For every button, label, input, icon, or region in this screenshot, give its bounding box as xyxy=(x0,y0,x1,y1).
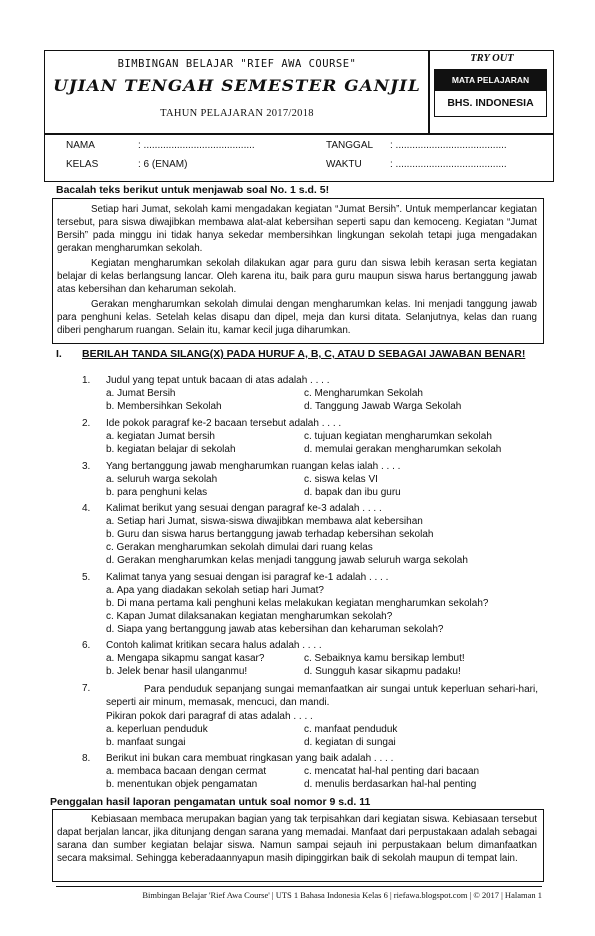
option-a[interactable]: a. Apa yang diadakan sekolah setiap hari Jumat? xyxy=(106,585,324,596)
option-a[interactable]: a. membaca bacaan dengan cermat xyxy=(106,766,267,777)
question-text: Yang bertanggung jawab mengharumkan ruangan kelas ialah . . . . xyxy=(106,461,401,472)
option-b[interactable]: b. Jelek benar hasil ulanganmu! xyxy=(106,666,248,677)
school-year: TAHUN PELAJARAN 2017/2018 xyxy=(160,108,314,119)
reading2-instruction: Penggalan hasil laporan pengamatan untuk soal nomor 9 s.d. 11 xyxy=(50,796,371,808)
option-a[interactable]: a. keperluan penduduk xyxy=(106,724,208,735)
header-title-area xyxy=(46,52,428,132)
question-text: Kalimat tanya yang sesuai dengan isi paragraf ke-1 adalah . . . . xyxy=(106,572,389,583)
option-b[interactable]: b. kegiatan belajar di sekolah xyxy=(106,444,236,455)
question-text: Kalimat berikut yang sesuai dengan paragraf ke-3 adalah . . . . xyxy=(106,503,382,514)
question-number: 6. xyxy=(82,640,91,651)
question-text: Contoh kalimat kritikan secara halus adalah . . . . xyxy=(106,640,322,651)
class-value: : 6 (ENAM) xyxy=(138,159,188,170)
name-label: NAMA xyxy=(66,140,95,151)
question-passage: Para penduduk sepanjang sungai memanfaatkan air sungai untuk keperluan sehari-hari, seperti air minum, memasak, mencuci, dan mandi. xyxy=(106,684,538,708)
class-label: KELAS xyxy=(66,159,99,170)
tryout-label: TRY OUT xyxy=(470,53,514,64)
subject-value: BHS. INDONESIA xyxy=(447,97,534,109)
header-separator xyxy=(44,133,554,135)
question-number: 1. xyxy=(82,375,91,386)
option-b[interactable]: b. para penghuni kelas xyxy=(106,487,208,498)
question-text: Berikut ini bukan cara membuat ringkasan yang baik adalah . . . . xyxy=(106,753,394,764)
option-a[interactable]: a. kegiatan Jumat bersih xyxy=(106,431,215,442)
reading1-paragraph-2: Kegiatan mengharumkan sekolah dilakukan agar para guru dan siswa lebih kerasan serta kegiatan belajar di kelas berlangsung lancar. Oleh karena itu, baik para guru maupun siswa harus bertanggung jawab atas kebersihan dan keharuman sekolah. xyxy=(57,258,537,295)
option-d[interactable]: d. bapak dan ibu guru xyxy=(304,487,401,498)
exam-title: UJIAN TENGAH SEMESTER GANJIL xyxy=(53,76,421,95)
section-number: I. xyxy=(56,348,62,360)
option-b[interactable]: b. manfaat sungai xyxy=(106,737,186,748)
question-number: 4. xyxy=(82,503,91,514)
option-c[interactable]: c. siswa kelas VI xyxy=(304,474,378,485)
reading2-box xyxy=(52,809,544,882)
date-label: TANGGAL xyxy=(326,140,374,151)
option-c[interactable]: c. Kapan Jumat dilaksanakan kegiatan mengharumkan sekolah? xyxy=(106,611,393,622)
time-field[interactable]: : ........................................ xyxy=(390,159,507,170)
subject-box xyxy=(434,69,547,117)
date-field[interactable]: : ........................................ xyxy=(390,140,507,151)
question-number: 8. xyxy=(82,753,91,764)
option-a[interactable]: a. Mengapa sikapmu sangat kasar? xyxy=(106,653,265,664)
question-text: Judul yang tepat untuk bacaan di atas adalah . . . . xyxy=(106,375,330,386)
reading1-instruction: Bacalah teks berikut untuk menjawab soal No. 1 s.d. 5! xyxy=(56,184,330,196)
footer-text: Bimbingan Belajar 'Rief Awa Course' | UTS 1 Bahasa Indonesia Kelas 6 | riefawa.blogspot.com | © 2017 | Halaman 1 xyxy=(142,890,542,900)
option-b[interactable]: b. Di mana pertama kali penghuni kelas melakukan kegiatan mengharumkan sekolah? xyxy=(106,598,489,609)
option-d[interactable]: d. Tanggung Jawab Warga Sekolah xyxy=(304,401,462,412)
option-d[interactable]: d. menulis berdasarkan hal-hal penting xyxy=(304,779,477,790)
course-name: BIMBINGAN BELAJAR "RIEF AWA COURSE" xyxy=(117,58,357,70)
option-a[interactable]: a. Jumat Bersih xyxy=(106,388,176,399)
option-a[interactable]: a. seluruh warga sekolah xyxy=(106,474,218,485)
option-c[interactable]: c. manfaat penduduk xyxy=(304,724,398,735)
question-number: 3. xyxy=(82,461,91,472)
subject-label: MATA PELAJARAN xyxy=(435,70,546,91)
question-text: Pikiran pokok dari paragraf di atas adalah . . . . xyxy=(106,711,313,722)
option-d[interactable]: d. kegiatan di sungai xyxy=(304,737,396,748)
option-b[interactable]: b. Membersihkan Sekolah xyxy=(106,401,222,412)
option-d[interactable]: d. memulai gerakan mengharumkan sekolah xyxy=(304,444,502,455)
option-c[interactable]: c. tujuan kegiatan mengharumkan sekolah xyxy=(304,431,492,442)
question-number: 2. xyxy=(82,418,91,429)
time-label: WAKTU xyxy=(326,159,362,170)
option-d[interactable]: d. Gerakan mengharumkan kelas menjadi tanggung jawab seluruh warga sekolah xyxy=(106,555,468,566)
option-a[interactable]: a. Setiap hari Jumat, siswa-siswa diwajibkan membawa alat kebersihan xyxy=(106,516,423,527)
name-field[interactable]: : ........................................ xyxy=(138,140,255,151)
option-c[interactable]: c. Mengharumkan Sekolah xyxy=(304,388,423,399)
option-b[interactable]: b. menentukan objek pengamatan xyxy=(106,779,258,790)
header-divider xyxy=(428,50,430,134)
reading1-paragraph-3: Gerakan mengharumkan sekolah dimulai dengan mengharumkan kelas. Ini menjadi tanggung jawab para penghuni kelas. Setelah kelas disapu dan dipel, meja dan kursi ditata. Selanjutnya, kelas dan ruang diberi pengharum ruangan. Selain itu, kamar kecil juga diharumkan. xyxy=(57,299,537,336)
question-number: 5. xyxy=(82,572,91,583)
option-d[interactable]: d. Siapa yang bertanggung jawab atas kebersihan dan keharuman sekolah? xyxy=(106,624,444,635)
option-d[interactable]: d. Sungguh kasar sikapmu padaku! xyxy=(304,666,461,677)
option-c[interactable]: c. Gerakan mengharumkan sekolah dimulai dari ruang kelas xyxy=(106,542,373,553)
option-b[interactable]: b. Guru dan siswa harus bertanggung jawab terhadap kebersihan sekolah xyxy=(106,529,434,540)
question-text: Ide pokok paragraf ke-2 bacaan tersebut adalah . . . . xyxy=(106,418,342,429)
question-number: 7. xyxy=(82,683,91,694)
footer-rule xyxy=(56,886,542,887)
option-c[interactable]: c. Sebaiknya kamu bersikap lembut! xyxy=(304,653,465,664)
reading1-box xyxy=(52,198,544,344)
reading1-paragraph-1: Setiap hari Jumat, sekolah kami mengadakan kegiatan “Jumat Bersih”. Untuk memperlancar kegiatan tersebut, para siswa diwajibkan membawa alat-alat kebersihan seperti sapu dan kemoceng. Kegiatan “Jumat Bersih” pada minggu ini tidak hanya sekedar membersihkan lingkungan sekolah tetapi juga mengadakan gerakan mengharumkan sekolah. xyxy=(57,204,537,254)
section-instruction: BERILAH TANDA SILANG(X) PADA HURUF A, B, C, ATAU D SEBAGAI JAWABAN BENAR! xyxy=(82,348,526,360)
reading2-paragraph-1: Kebiasaan membaca merupakan bagian yang tak terpisahkan dari kegiatan siswa. Kebiasaan tersebut dapat berjalan lancar, jika ditunjang dengan sarana yang memadai. Manfaat dari perpustakaan adalah sebagai sarana dan sumber kegiatan belajar siswa. Namun sampai sejauh ini perpustakaan belum dimanfaatkan secara maksimal. Sehingga keberadaannyapun masih dipinggirkan baik di sekolah maupun di tempat lain. xyxy=(57,814,537,864)
option-c[interactable]: c. mencatat hal-hal penting dari bacaan xyxy=(304,766,480,777)
